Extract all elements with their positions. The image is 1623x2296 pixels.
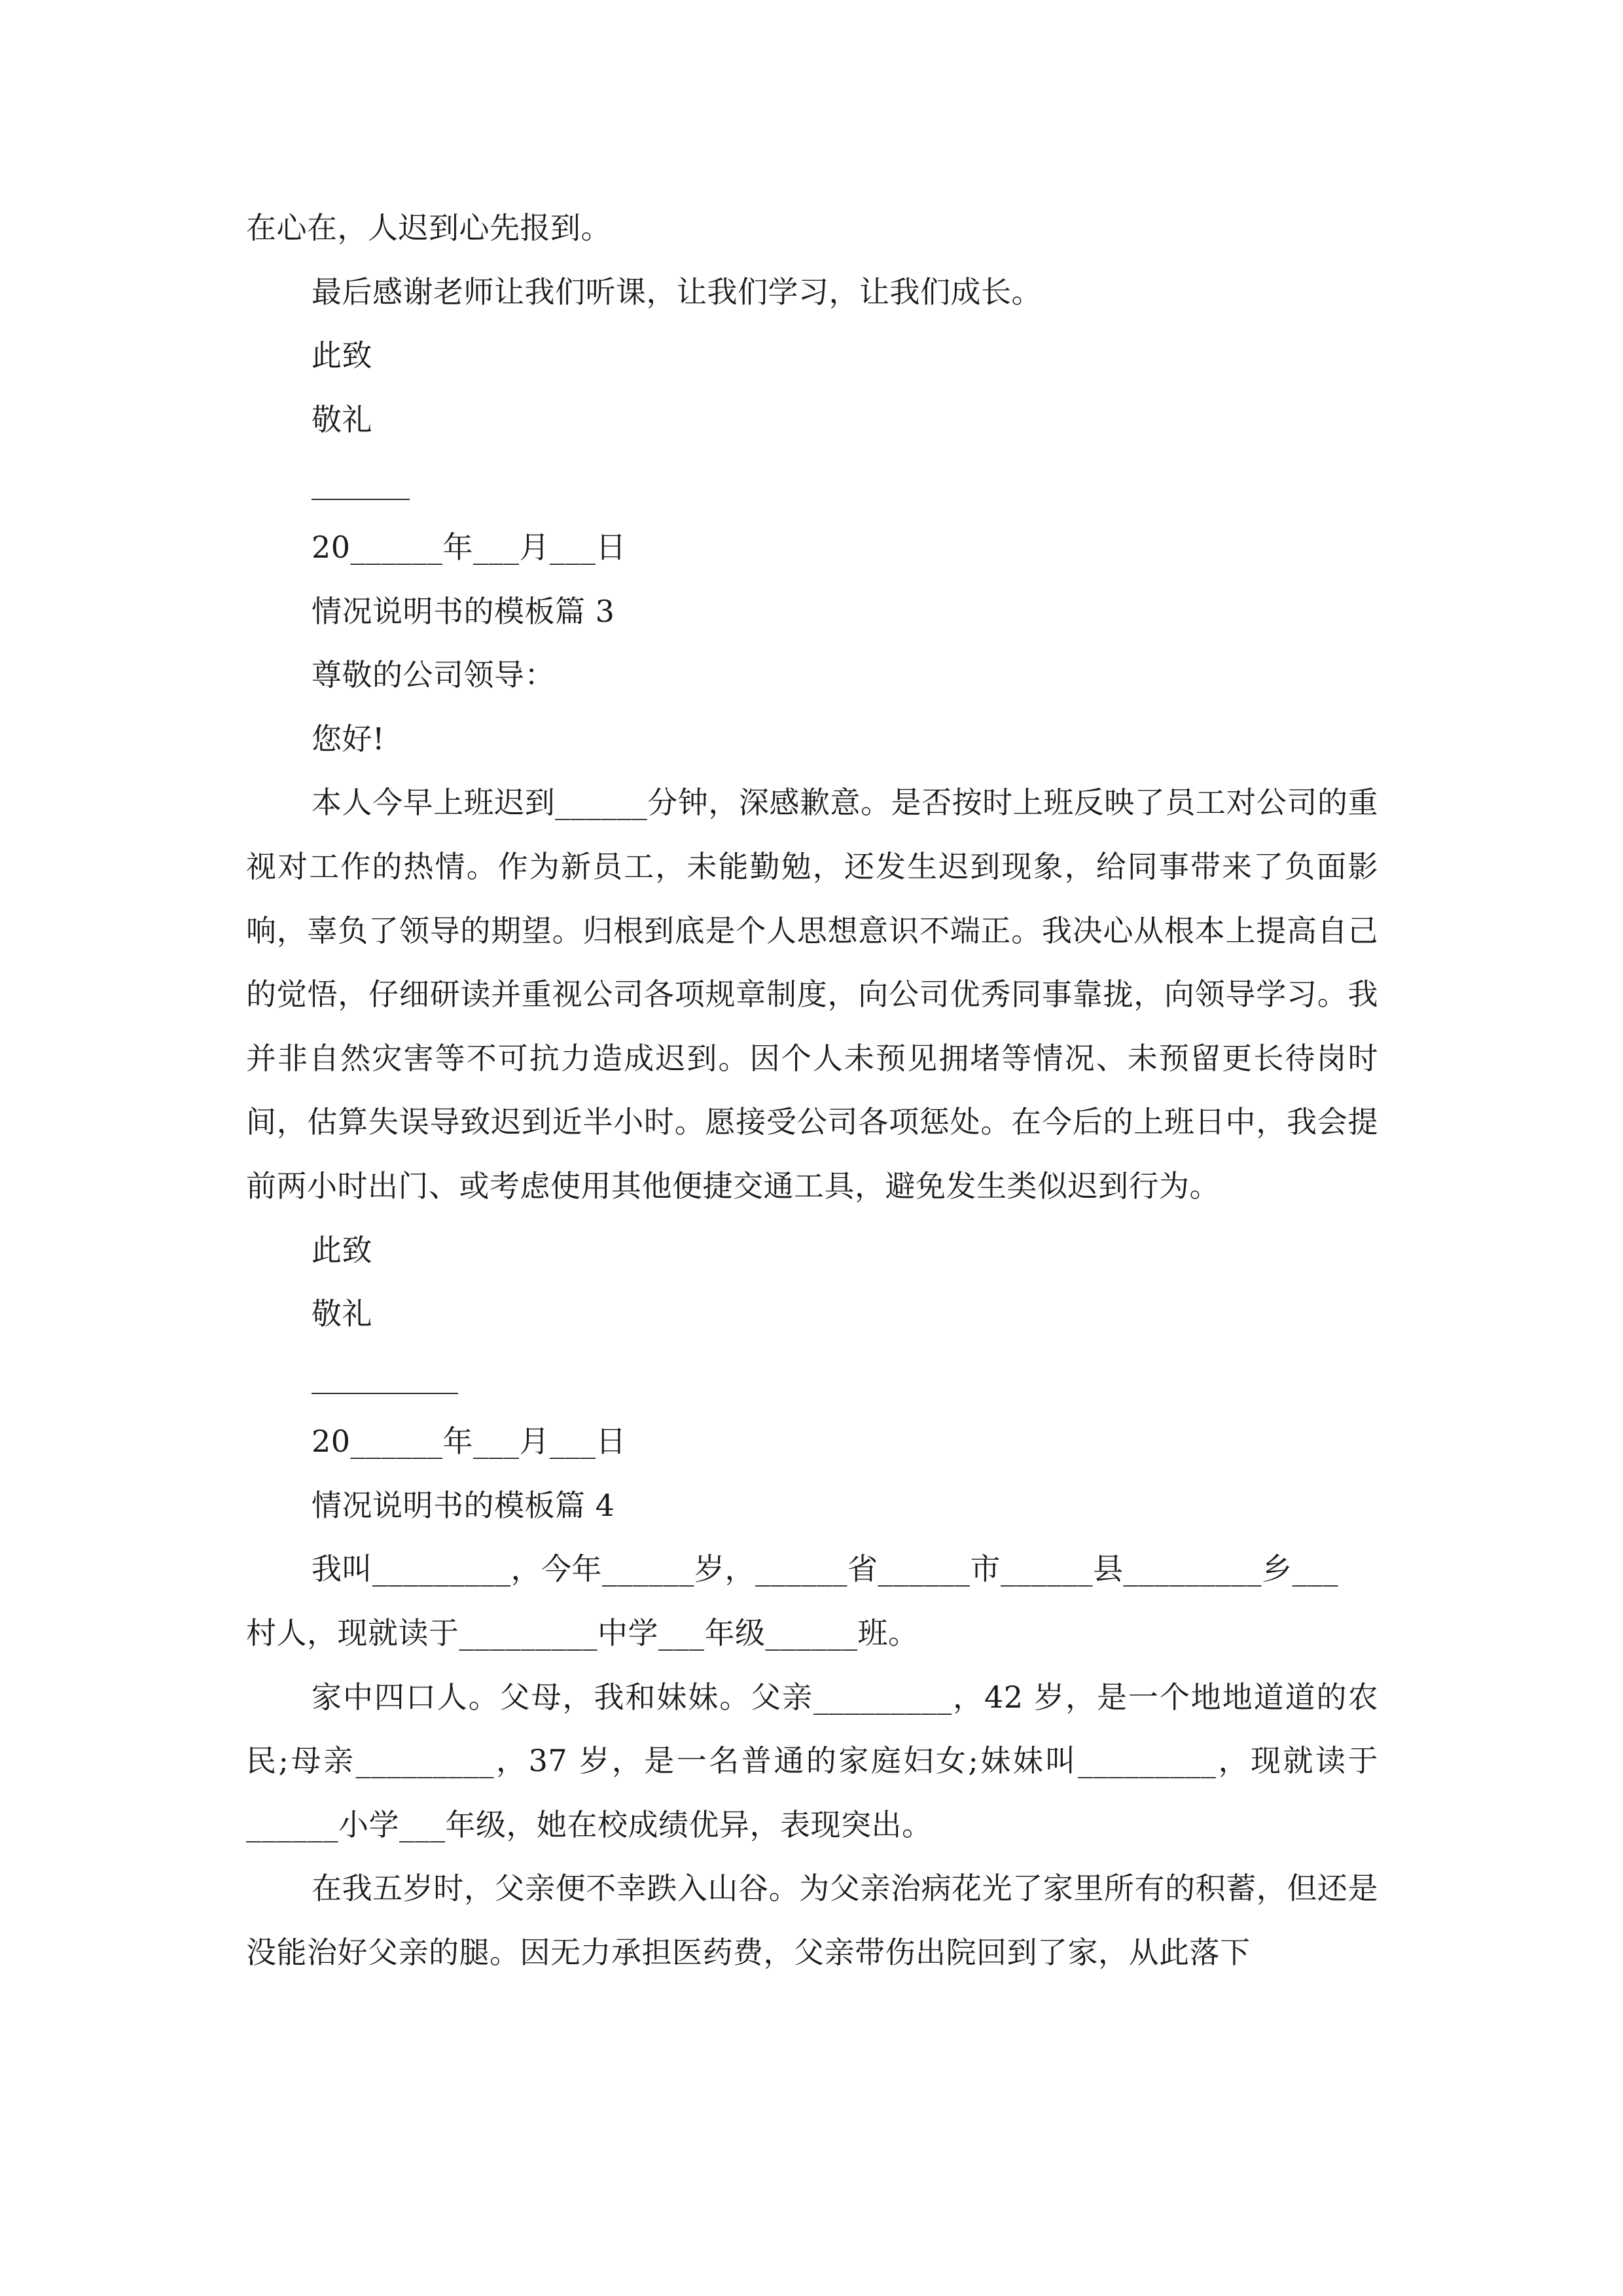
thanks-line: 最后感谢老师让我们听课，让我们学习，让我们成长。 — [312, 274, 1042, 310]
hello-line: 您好! — [312, 721, 385, 757]
family-paragraph: 家中四口人。父母，我和妹妹。父亲_________，42 岁，是一个地地道道的农民;母亲_________，37 岁，是一名普通的家庭妇女;妹妹叫_________，现就读于______小学___年级，她在校成绩优异，表现突出。 — [246, 1679, 1378, 1842]
continued-paragraph: 在心在，人迟到心先报到。 — [246, 210, 611, 245]
date-line: 20______年___月___日 — [312, 529, 627, 565]
signature-line — [246, 452, 1378, 516]
greeting-line: 尊敬的公司领导： — [312, 657, 555, 693]
salute-line: 敬礼 — [312, 401, 372, 437]
section-title: 情况说明书的模板篇 4 — [312, 1487, 615, 1523]
closing-line: 此致 — [312, 1232, 372, 1268]
document-page — [246, 196, 1378, 1985]
intro-line: 我叫_________，今年______岁，______省______市______县_________乡___ — [312, 1551, 1338, 1587]
section-title: 情况说明书的模板篇 3 — [312, 593, 615, 629]
intro-line: 村人，现就读于_________中学___年级______班。 — [246, 1615, 919, 1651]
body-paragraph: 本人今早上班迟到______分钟，深感歉意。是否按时上班反映了员工对公司的重视对工作的热情。作为新员工，未能勤勉，还发生迟到现象，给同事带来了负面影响，辜负了领导的期望。归根到底是个人思想意识不端正。我决心从根本上提高自己的觉悟，仔细研读并重视公司各项规章制度，向公司优秀同事靠拢，向领导学习。我并非自然灾害等不可抗力造成迟到。因个人未预见拥堵等情况、未预留更长待岗时间，估算失误导致迟到近半小时。愿接受公司各项惩处。在今后的上班日中，我会提前两小时出门、或考虑使用其他便捷交通工具，避免发生类似迟到行为。 — [246, 785, 1378, 1204]
signature-line — [246, 1346, 1378, 1410]
salute-line: 敬礼 — [312, 1296, 372, 1332]
closing-line: 此致 — [312, 338, 372, 374]
date-line: 20______年___月___日 — [312, 1424, 627, 1460]
story-paragraph: 在我五岁时，父亲便不幸跌入山谷。为父亲治病花光了家里所有的积蓄，但还是没能治好父亲的腿。因无力承担医药费，父亲带伤出院回到了家，从此落下 — [246, 1871, 1378, 1971]
